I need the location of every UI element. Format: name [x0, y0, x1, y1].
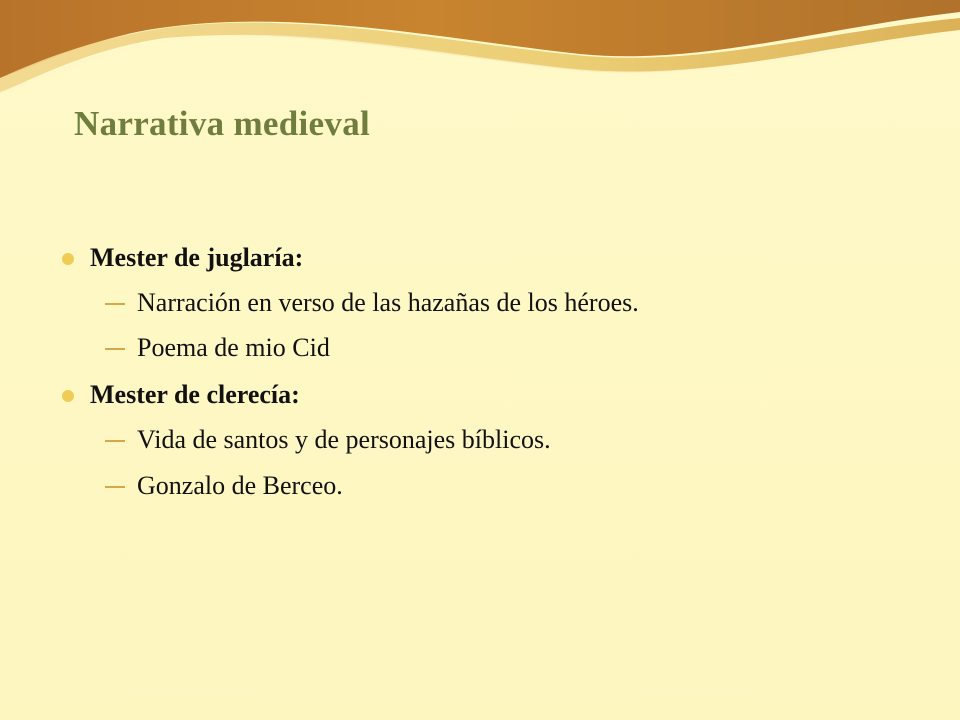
subitem-poema: [105, 333, 330, 363]
subitem-gonzalo: [105, 471, 343, 501]
subitem-label: Vida de santos y de personajes bíblicos.: [137, 425, 551, 454]
subitem-narracion: [105, 288, 639, 318]
bullet-label: Mester de juglaría:: [90, 243, 304, 272]
bullet-label: Mester de clerecía:: [90, 380, 300, 409]
bullet-mester-de-juglaria: [62, 243, 303, 273]
subitem-vida-de-santos: [105, 425, 551, 455]
bullet-dot-icon: [62, 253, 74, 265]
subitem-label: Poema de mio Cid: [137, 333, 330, 362]
subitem-label: Narración en verso de las hazañas de los héroes.: [137, 288, 639, 317]
bullet-mester-de-clerecia: [62, 380, 300, 410]
dash-icon: [105, 303, 125, 305]
dash-icon: [105, 348, 125, 350]
dash-icon: [105, 486, 125, 488]
subitem-label: Gonzalo de Berceo.: [137, 471, 343, 500]
dash-icon: [105, 440, 125, 442]
bullet-dot-icon: [62, 390, 74, 402]
slide-title: Narrativa medieval: [74, 104, 371, 143]
